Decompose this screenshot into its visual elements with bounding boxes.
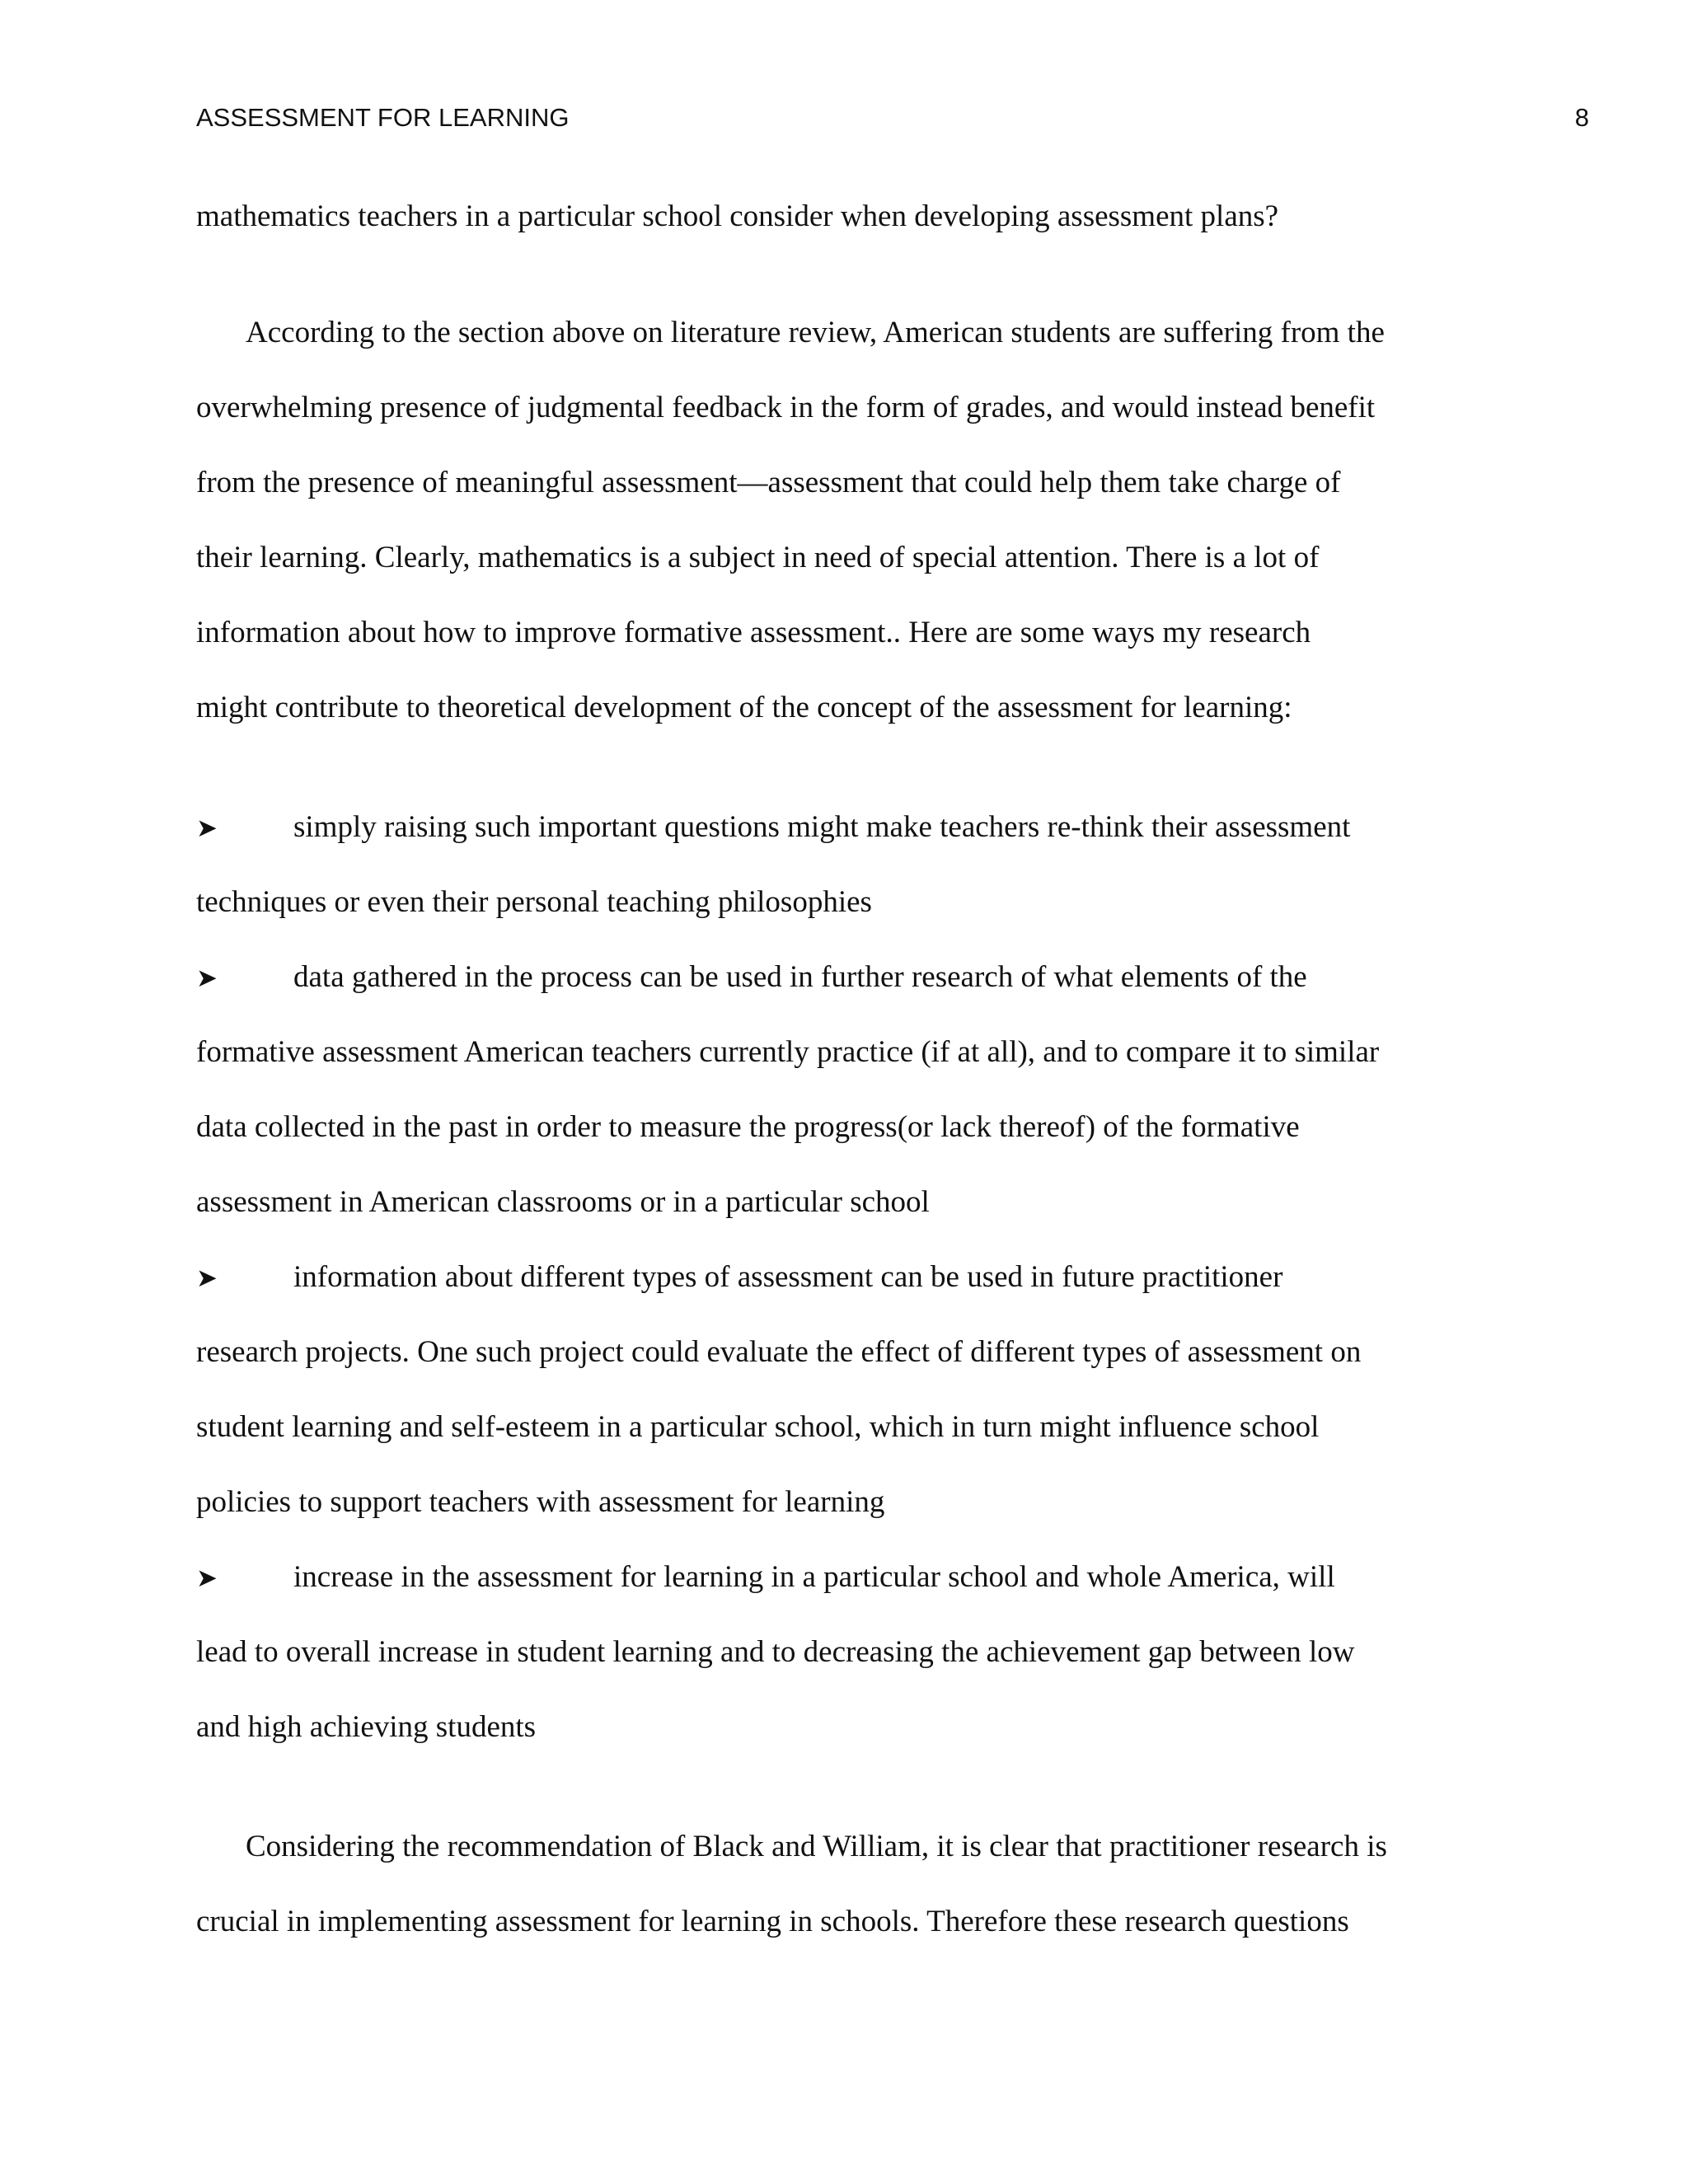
list-item xyxy=(196,940,1515,1240)
text-line: information about how to improve formative assessment.. Here are some ways my research xyxy=(196,616,1311,649)
list-item-text: data gathered in the process can be used in further research of what elements of the xyxy=(293,960,1307,994)
text-line: student learning and self-esteem in a particular school, which in turn might influence school xyxy=(196,1410,1320,1444)
running-title: ASSESSMENT FOR LEARNING xyxy=(196,103,570,132)
text-line: formative assessment American teachers currently practice (if at all), and to compare it to similar xyxy=(196,1035,1380,1069)
arrowhead-bullet-icon: ➤ xyxy=(196,963,218,993)
arrowhead-bullet-icon: ➤ xyxy=(196,1563,218,1593)
paragraph-practitioner-research xyxy=(196,1809,1515,1959)
text-line: lead to overall increase in student learning and to decreasing the achievement gap between low xyxy=(196,1635,1355,1669)
list-item-text: simply raising such important questions might make teachers re-think their assessment xyxy=(293,810,1351,844)
text-line: According to the section above on literature review, American students are suffering from the xyxy=(246,316,1385,349)
list-item xyxy=(196,1540,1515,1765)
text-line: Considering the recommendation of Black and William, it is clear that practitioner research is xyxy=(246,1830,1387,1863)
text-line: mathematics teachers in a particular school consider when developing assessment plans? xyxy=(196,199,1279,233)
text-line: and high achieving students xyxy=(196,1710,537,1744)
text-line: policies to support teachers with assessment for learning xyxy=(196,1485,885,1519)
bullet-list xyxy=(196,790,1515,1765)
text-line: their learning. Clearly, mathematics is a subject in need of special attention. There is a lot of xyxy=(196,541,1320,574)
text-line: might contribute to theoretical development of the concept of the assessment for learning: xyxy=(196,691,1292,724)
text-line: techniques or even their personal teaching philosophies xyxy=(196,885,872,919)
text-line: assessment in American classrooms or in a particular school xyxy=(196,1185,930,1219)
page-number: 8 xyxy=(1574,103,1589,132)
text-line: crucial in implementing assessment for learning in schools. Therefore these research questions xyxy=(196,1905,1349,1938)
continuation-text xyxy=(196,179,1515,254)
list-item xyxy=(196,1240,1515,1540)
list-item-text: information about different types of assessment can be used in future practitioner xyxy=(293,1260,1283,1294)
arrowhead-bullet-icon: ➤ xyxy=(196,1263,218,1293)
list-item-text: increase in the assessment for learning in a particular school and whole America, will xyxy=(293,1560,1335,1594)
text-line: from the presence of meaningful assessment—assessment that could help them take charge of xyxy=(196,466,1341,499)
paragraph-literature-review xyxy=(196,295,1515,745)
running-head xyxy=(196,97,1589,138)
text-line: research projects. One such project could evaluate the effect of different types of assessment on xyxy=(196,1335,1362,1369)
list-item xyxy=(196,790,1515,940)
text-line: overwhelming presence of judgmental feedback in the form of grades, and would instead benefit xyxy=(196,391,1376,424)
arrowhead-bullet-icon: ➤ xyxy=(196,813,218,843)
text-line: data collected in the past in order to measure the progress(or lack thereof) of the formative xyxy=(196,1110,1300,1144)
